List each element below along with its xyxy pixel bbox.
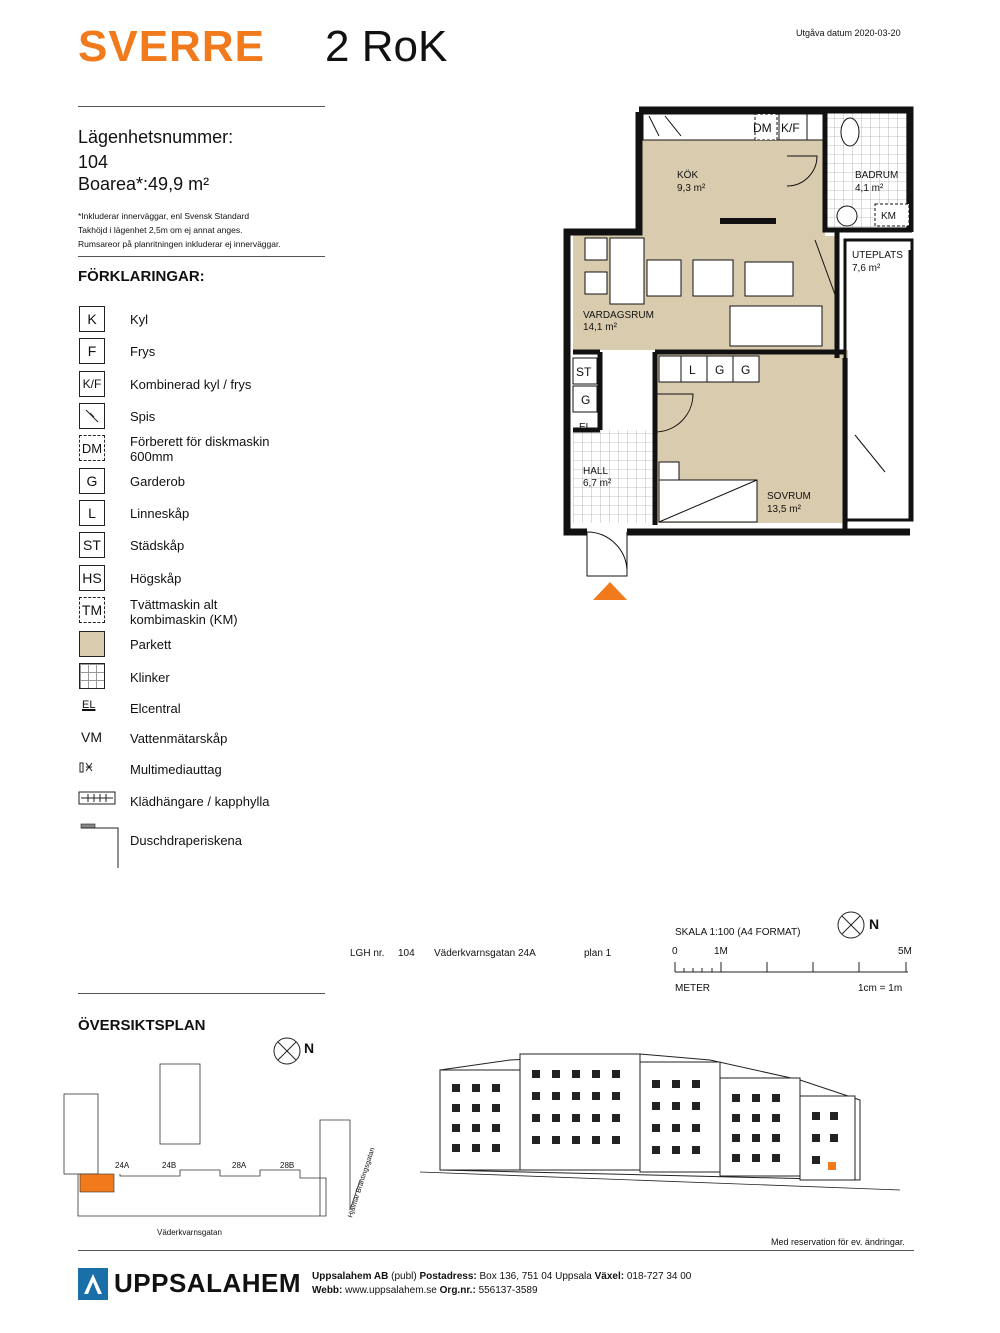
apartment-number-label: Lägenhetsnummer: xyxy=(78,127,234,147)
plan-address: Väderkvarnsgatan 24A xyxy=(434,948,536,959)
legend-label: Linneskåp xyxy=(130,506,190,521)
lgh-number: 104 xyxy=(398,948,415,959)
scale-bar xyxy=(672,958,912,978)
note-line: Takhöjd i lägenhet 2,5m om ej annat anges. xyxy=(78,225,243,235)
company-web-info xyxy=(312,1285,538,1296)
legend-label: Högskåp xyxy=(130,571,182,586)
fixture-fridge-freezer: K/F xyxy=(781,121,800,135)
room-terrace-area: 7,6 m² xyxy=(852,263,881,274)
note-line: *Inkluderar innerväggar, enl Svensk Standard xyxy=(78,211,250,221)
legend-label: Kombinerad kyl / frys xyxy=(130,377,252,392)
post-address: Box 136, 751 04 Uppsala xyxy=(479,1271,592,1282)
phone-label: Växel: xyxy=(594,1271,625,1282)
entrance-label: 28B xyxy=(280,1161,295,1170)
stove-icon xyxy=(79,403,105,429)
web-label: Webb: xyxy=(312,1285,343,1296)
legend-label: Duschdraperiskena xyxy=(130,833,243,848)
room-living-area: 14,1 m² xyxy=(583,322,617,333)
room-bedroom-name: SOVRUM xyxy=(767,491,811,502)
lgh-label: LGH nr. xyxy=(350,948,385,959)
washing-machine-symbol: TM xyxy=(79,597,105,623)
legend-label: Frys xyxy=(130,344,156,359)
fixture-dishwasher: DM xyxy=(753,121,772,135)
street-name-2: Hjalmar Brantingsgatan xyxy=(347,1146,377,1219)
scale-zero: 0 xyxy=(672,946,678,957)
legend-label: Garderob xyxy=(130,474,185,489)
stove-icon-svg xyxy=(80,404,104,428)
legend-label: Klinker xyxy=(130,670,170,685)
legend-label: Klädhängare / kapphylla xyxy=(130,794,270,809)
scale-ratio: 1cm = 1m xyxy=(858,983,903,994)
street-name: Väderkvarnsgatan xyxy=(157,1228,222,1237)
fixture-cleaning-closet: ST xyxy=(576,365,592,379)
entrance-label: 24A xyxy=(115,1161,130,1170)
floor-plan xyxy=(555,100,925,610)
fridge-symbol: K xyxy=(79,306,105,332)
dishwasher-symbol: DM xyxy=(79,435,105,461)
room-bathroom-name: BADRUM xyxy=(855,170,899,181)
room-bedroom-area: 13,5 m² xyxy=(767,504,801,515)
site-plan xyxy=(60,1060,400,1250)
tile-swatch xyxy=(79,663,105,689)
divider xyxy=(78,106,325,107)
org-label: Org.nr.: xyxy=(439,1285,476,1296)
legend-label: Vattenmätarskåp xyxy=(130,731,228,746)
apartment-number: 104 xyxy=(78,152,109,172)
overview-north-label: N xyxy=(304,1040,315,1056)
building-elevation xyxy=(420,1040,920,1220)
legend-label: Tvättmaskin alt kombimaskin (KM) xyxy=(130,597,238,627)
fixture-wardrobe: G xyxy=(581,393,591,407)
apartment-type: 2 RoK xyxy=(325,22,448,71)
apartment-area: Boarea*:49,9 m² xyxy=(78,174,210,194)
overview-title: ÖVERSIKTSPLAN xyxy=(78,1017,206,1034)
scale-title: SKALA 1:100 (A4 FORMAT) xyxy=(675,927,801,938)
notes xyxy=(78,209,338,251)
scale-one: 1M xyxy=(714,946,728,957)
fixture-combi-machine: KM xyxy=(881,211,896,222)
web-address[interactable]: www.uppsalahem.se xyxy=(345,1285,437,1296)
water-meter-symbol: VM xyxy=(81,729,102,745)
room-kitchen-area: 9,3 m² xyxy=(677,183,706,194)
fixture-wardrobe: G xyxy=(741,363,751,377)
legend-title: FÖRKLARINGAR: xyxy=(78,268,205,285)
fixture-electrical: EL xyxy=(579,422,592,433)
legend-label: Multimediauttag xyxy=(130,762,222,777)
scale-unit: METER xyxy=(675,983,710,994)
room-hall-area: 6,7 m² xyxy=(583,478,612,489)
uppsalahem-logo-text: UPPSALAHEM xyxy=(114,1268,302,1298)
divider xyxy=(78,256,325,257)
electrical-panel-symbol: EL xyxy=(82,699,96,711)
legend-label: Parkett xyxy=(130,637,172,652)
clothes-rail-icon xyxy=(78,788,118,808)
cleaning-closet-symbol: ST xyxy=(79,532,105,558)
legend-label: Städskåp xyxy=(130,538,185,553)
fixture-linen: L xyxy=(689,363,696,377)
north-arrow-icon xyxy=(836,910,868,942)
linen-closet-symbol: L xyxy=(79,500,105,526)
fixture-wardrobe: G xyxy=(715,363,725,377)
legend-label: Elcentral xyxy=(130,701,181,716)
plan-floor: plan 1 xyxy=(584,948,612,959)
reservation-note: Med reservation för ev. ändringar. xyxy=(771,1237,905,1247)
scale-five: 5M xyxy=(898,946,912,957)
room-hall-name: HALL xyxy=(583,466,609,477)
phone-number: 018-727 34 00 xyxy=(626,1271,692,1282)
issue-date: Utgåva datum 2020-03-20 xyxy=(796,28,901,38)
wardrobe-symbol: G xyxy=(79,468,105,494)
divider xyxy=(78,993,325,994)
room-terrace-name: UTEPLATS xyxy=(852,250,903,261)
room-living-name: VARDAGSRUM xyxy=(583,310,654,321)
legend-label: Spis xyxy=(130,409,156,424)
fridge-freezer-symbol: K/F xyxy=(79,371,105,397)
legend-label: Kyl xyxy=(130,312,149,327)
brand-title: SVERRE xyxy=(78,22,265,71)
legend-label: Förberett för diskmaskin 600mm xyxy=(130,434,270,464)
freezer-symbol: F xyxy=(79,338,105,364)
tall-cabinet-symbol: HS xyxy=(79,565,105,591)
note-line: Rumsareor på planritningen inkluderar ej innerväggar. xyxy=(78,239,281,249)
parquet-swatch xyxy=(79,631,105,657)
uppsalahem-logo-icon xyxy=(78,1268,108,1300)
company-publ: (publ) xyxy=(391,1271,417,1282)
divider xyxy=(78,1250,914,1251)
room-bathroom-area: 4,1 m² xyxy=(855,183,884,194)
north-label: N xyxy=(869,916,880,932)
multimedia-outlet-icon xyxy=(78,760,98,776)
shower-rail-icon xyxy=(78,822,122,870)
org-number: 556137-3589 xyxy=(478,1285,538,1296)
entrance-label: 24B xyxy=(162,1161,177,1170)
post-label: Postadress: xyxy=(419,1271,477,1282)
company-info xyxy=(312,1271,691,1282)
room-kitchen-name: KÖK xyxy=(677,170,699,181)
entrance-label: 28A xyxy=(232,1161,247,1170)
company-name: Uppsalahem AB xyxy=(312,1271,389,1282)
